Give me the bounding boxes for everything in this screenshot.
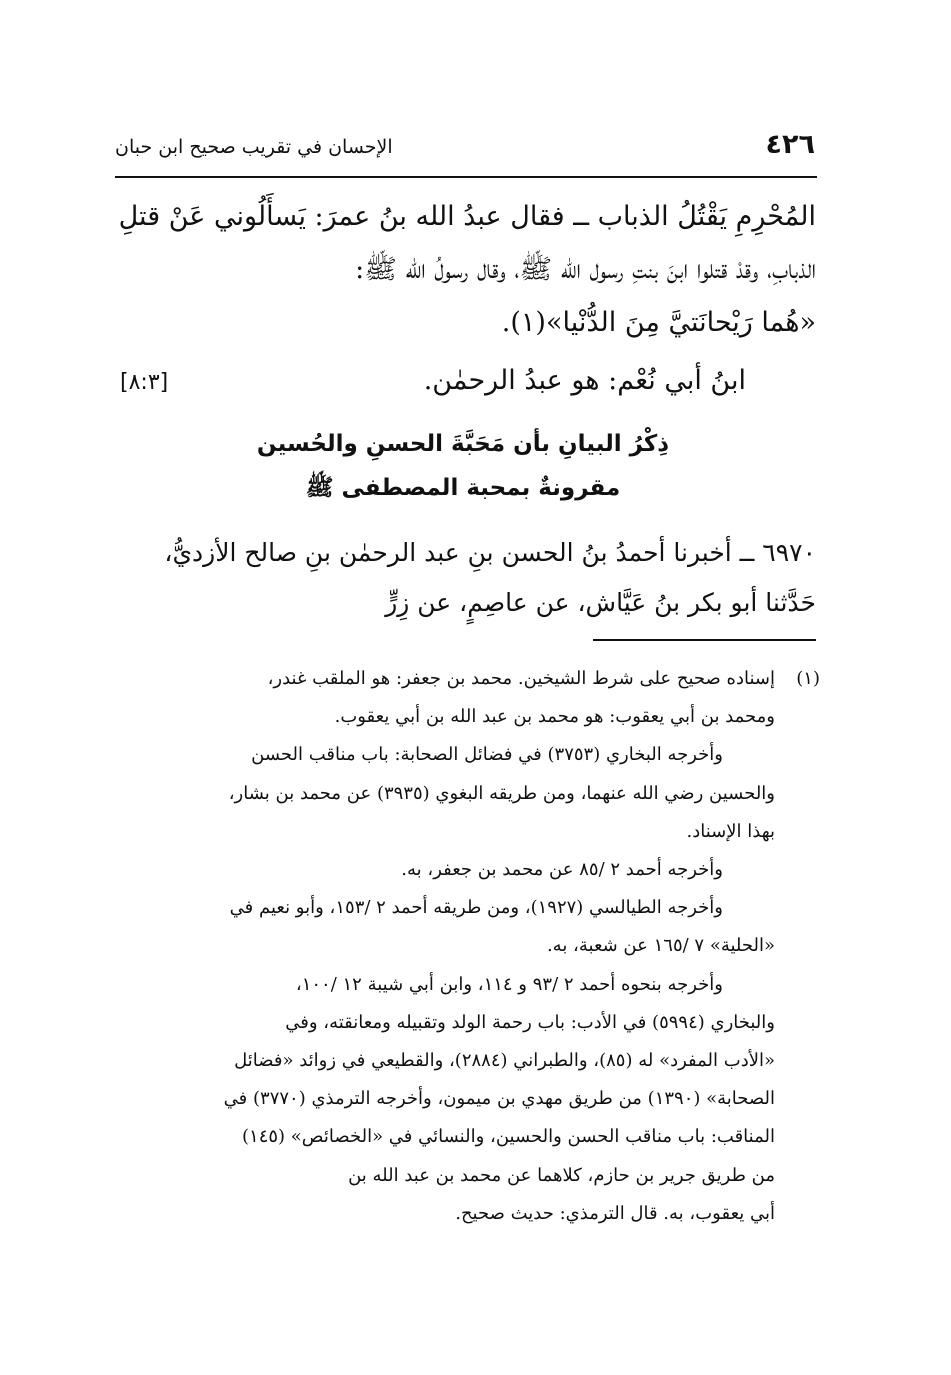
page-number: ٤٢٦ <box>765 129 815 160</box>
footnote-line: والبخاري (٥٩٩٤) في الأدب: باب رحمة الولد وتقبيله ومعانقته، وفي <box>285 1011 775 1033</box>
footnote-line: «الحلية» ٧ /١٦٥ عن شعبة، به. <box>546 935 775 957</box>
narrator-note: ابنُ أبي نُعْم: هو عبدُ الرحمٰن. <box>423 365 746 396</box>
footnote-line: وأخرجه الطيالسي (١٩٢٧)، ومن طريقه أحمد ٢ /١٥٣، وأبو نعيم في <box>229 897 723 919</box>
main-text-line-2: الذبابِ، وقدْ قتلوا ابنَ بنتِ رسول الله ﷺ، وقال رسولُ الله ﷺ: <box>355 254 816 285</box>
footnote-line: والحسين رضي الله عنهما، ومن طريقه البغوي (٣٩٣٥) عن محمد بن بشار، <box>228 782 775 804</box>
footnote-line: الصحابة» (١٣٩٠) من طريق مهدي بن ميمون، وأخرجه الترمذي (٣٧٧٠) في <box>223 1088 775 1110</box>
footnote-paragraph <box>115 736 775 851</box>
footnote-number: (١) <box>796 668 820 689</box>
narrator-row <box>110 356 816 406</box>
footnote-line: أبي يعقوب، به. قال الترمذي: حديث صحيح. <box>455 1202 775 1224</box>
reference-marker: [٨:٣] <box>120 370 169 395</box>
footnote-body <box>115 660 775 1233</box>
book-title: الإحسان في تقريب صحيح ابن حبان <box>115 136 393 158</box>
footnote-paragraph <box>115 889 775 965</box>
footnote-line: وأخرجه بنحوه أحمد ٢ /٩٣ و ١١٤، وابن أبي شيبة ١٢ /١٠٠، <box>295 973 723 995</box>
hadith-line-2: حَدَّثنا أبو بكر بنُ عَيَّاش، عن عاصِمٍ، عن زِرٍّ <box>385 588 816 617</box>
footnote-line: من طريق جرير بن حازم، كلاهما عن محمد بن عبد الله بن <box>348 1164 775 1186</box>
chapter-heading-line-1: ذِكْرُ البيانِ بأن مَحَبَّةَ الحسنِ والحُسين <box>256 431 670 457</box>
running-header <box>115 128 815 168</box>
hadith-text <box>110 528 816 628</box>
footnote-line: وأخرجه البخاري (٣٧٥٣) في فضائل الصحابة: باب مناقب الحسن <box>251 744 723 766</box>
main-text-line-1: المُحْرِمِ يَقْتُلُ الذباب ــ فقال عبدُ الله بنُ عمرَ: يَسأَلُوني عَنْ قتلِ <box>118 201 816 232</box>
chapter-heading <box>110 422 816 510</box>
footnote-line: «الأدب المفرد» له (٨٥)، والطبراني (٢٨٨٤)، والقطيعي في زوائد «فضائل <box>234 1050 775 1072</box>
footnote <box>115 660 820 1233</box>
main-text <box>110 190 816 349</box>
footnote-separator <box>593 639 816 641</box>
footnotes <box>115 660 820 1233</box>
footnote-line: وأخرجه أحمد ٢ /٨٥ عن محمد بن جعفر، به. <box>401 859 723 881</box>
footnote-line: ومحمد بن أبي يعقوب: هو محمد بن عبد الله بن أبي يعقوب. <box>334 706 775 728</box>
main-text-line-3: «هُما رَيْحانَتيَّ مِنَ الدُّنْيا»(١). <box>501 307 816 338</box>
header-rule <box>115 176 817 178</box>
chapter-heading-line-2: مقرونةٌ بمحبة المصطفى ﷺ <box>305 475 621 501</box>
footnote-paragraph <box>115 660 775 736</box>
footnote-line: المناقب: باب مناقب الحسن والحسين، والنسائي في «الخصائص» (١٤٥) <box>242 1126 775 1148</box>
footnote-paragraph <box>115 851 775 889</box>
footnote-line: إسناده صحيح على شرط الشيخين. محمد بن جعفر: هو الملقب غندر، <box>267 668 775 689</box>
hadith-line-1: ٦٩٧٠ ــ أخبرنا أحمدُ بنُ الحسن بنِ عبد الرحمٰن بنِ صالح الأزديُّ، <box>164 538 816 567</box>
footnote-line: بهذا الإسناد. <box>686 820 775 842</box>
footnote-paragraph <box>115 966 775 1233</box>
